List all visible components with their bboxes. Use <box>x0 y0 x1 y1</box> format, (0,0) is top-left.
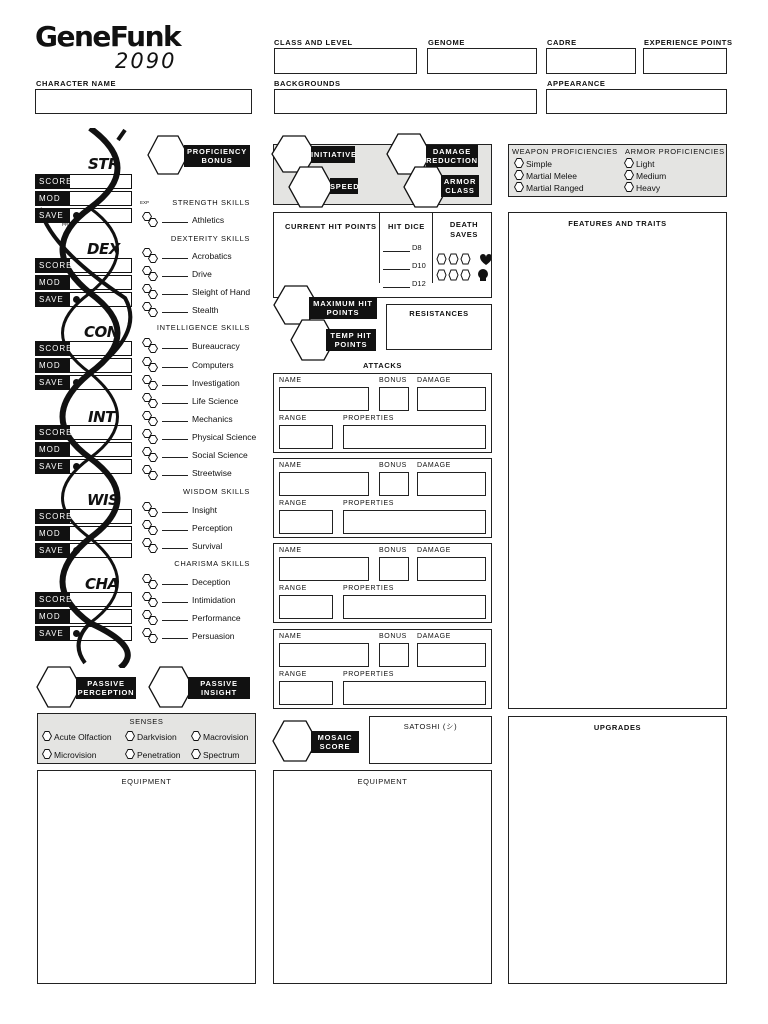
skill-row[interactable] <box>162 523 233 533</box>
skill-bonus-line[interactable] <box>162 294 188 295</box>
sense-label: Macrovision <box>203 732 249 742</box>
skill-name: Sleight of Hand <box>192 287 251 297</box>
skill-bonus-line[interactable] <box>162 548 188 549</box>
attack-bonus-field[interactable] <box>379 387 409 411</box>
skill-name: Intimidation <box>192 595 236 605</box>
skill-row[interactable] <box>162 613 241 623</box>
passive-perception-label: PASSIVE PERCEPTION <box>77 679 135 697</box>
hexagon-checkbox-icon[interactable] <box>514 182 523 191</box>
attack-properties-label: PROPERTIES <box>343 500 394 507</box>
attack-bonus-label: BONUS <box>379 547 407 554</box>
backgrounds-label: BACKGROUNDS <box>274 79 341 88</box>
stat-mod-tag: MOD <box>36 359 70 372</box>
skill-name: Stealth <box>192 305 219 315</box>
stat-save-field[interactable] <box>35 375 132 390</box>
armor-proficiency-option[interactable] <box>624 170 666 181</box>
skill-bonus-line[interactable] <box>162 312 188 313</box>
upgrades-label: UPGRADES <box>593 723 642 732</box>
hexagon-checkbox-icon[interactable] <box>624 182 633 191</box>
weapon-proficiency-option[interactable] <box>514 182 584 193</box>
skill-bonus-line[interactable] <box>162 385 188 386</box>
skill-name: Investigation <box>192 378 240 388</box>
attack-range-field[interactable] <box>279 510 333 534</box>
stat-mod-tag: MOD <box>36 192 70 205</box>
skill-bonus-line[interactable] <box>162 276 188 277</box>
skill-name: Insight <box>192 505 218 515</box>
skill-proficiency-hexagons[interactable] <box>142 212 162 228</box>
attack-bonus-field[interactable] <box>379 472 409 496</box>
backgrounds-field[interactable] <box>274 89 537 114</box>
attack-properties-field[interactable] <box>343 425 486 449</box>
stat-mod-field[interactable] <box>35 358 132 373</box>
sense-label: Microvision <box>54 750 97 760</box>
genome-field[interactable] <box>427 48 537 74</box>
hp-hexagons <box>272 284 352 364</box>
logo-title: GeneFunk <box>35 20 181 53</box>
hexagon-checkbox-icon[interactable] <box>191 749 200 758</box>
cadre-field[interactable] <box>546 48 636 74</box>
skill-proficiency-hexagons[interactable] <box>142 574 162 590</box>
attack-damage-field[interactable] <box>417 387 486 411</box>
skill-bonus-line[interactable] <box>162 439 188 440</box>
prof-tag: PROF <box>62 222 75 227</box>
stat-mod-field[interactable] <box>35 275 132 290</box>
current-hp-label: CURRENT HIT POINTS <box>285 222 377 231</box>
skill-name: Physical Science <box>192 432 257 442</box>
skill-row[interactable] <box>162 341 240 351</box>
skill-proficiency-hexagons[interactable] <box>142 357 162 373</box>
skill-row[interactable] <box>162 360 234 370</box>
skill-bonus-line[interactable] <box>162 421 188 422</box>
resistances-label: RESISTANCES <box>409 309 469 318</box>
skill-proficiency-hexagons[interactable] <box>142 429 162 445</box>
armor-proficiency-option[interactable] <box>624 182 660 193</box>
armor-proficiency-label: Medium <box>636 171 667 181</box>
attack-range-field[interactable] <box>279 425 333 449</box>
skill-name: Deception <box>192 577 231 587</box>
sense-option[interactable] <box>125 749 180 760</box>
maximum-hp-label: MAXIMUM HIT POINTS <box>309 297 377 319</box>
stat-mod-tag: MOD <box>36 527 70 540</box>
skill-name: Persuasion <box>192 631 235 641</box>
wisdom-skills-title: WISDOM SKILLS <box>183 487 250 496</box>
armor-proficiencies-title: ARMOR PROFICIENCIES <box>625 147 725 156</box>
attack-properties-label: PROPERTIES <box>343 415 394 422</box>
attack-range-field[interactable] <box>279 595 333 619</box>
skill-name: Computers <box>192 360 234 370</box>
armor-proficiency-label: Heavy <box>636 183 661 193</box>
armor-proficiency-label: Light <box>636 159 655 169</box>
stat-score-tag: SCORE <box>36 259 70 272</box>
death-save-markers[interactable] <box>436 253 491 283</box>
hexagon-checkbox-icon[interactable] <box>125 749 134 758</box>
skill-row[interactable] <box>162 468 232 478</box>
skill-row[interactable] <box>162 287 250 297</box>
skill-proficiency-hexagons[interactable] <box>142 502 162 518</box>
sense-label: Acute Olfaction <box>54 732 112 742</box>
class-level-field[interactable] <box>274 48 417 74</box>
stat-mod-tag: MOD <box>36 610 70 623</box>
skill-name: Perception <box>192 523 233 533</box>
hit-dice-label: HIT DICE <box>388 222 425 231</box>
attack-damage-label: DAMAGE <box>417 547 451 554</box>
stat-score-field[interactable] <box>35 592 132 607</box>
stat-mod-field[interactable] <box>35 191 132 206</box>
hexagon-checkbox-icon[interactable] <box>42 731 51 740</box>
sense-option[interactable] <box>42 749 97 760</box>
stat-save-field[interactable] <box>35 208 132 223</box>
appearance-label: APPEARANCE <box>547 79 606 88</box>
speed-label: SPEED <box>330 178 358 194</box>
skill-row[interactable] <box>162 577 230 587</box>
logo-year: 2090 <box>115 49 177 73</box>
skill-row[interactable] <box>162 631 235 641</box>
weapon-proficiency-label: Simple <box>526 159 552 169</box>
exp-tag: EXP <box>140 200 150 205</box>
attack-bonus-field[interactable] <box>379 557 409 581</box>
equipment-box-left[interactable] <box>37 770 256 984</box>
skill-row[interactable] <box>162 378 240 388</box>
senses-title: SENSES <box>129 717 164 726</box>
attack-range-field[interactable] <box>279 681 333 705</box>
attack-properties-field[interactable] <box>343 681 486 705</box>
stat-save-tag: SAVE <box>36 460 70 473</box>
character-name-label: CHARACTER NAME <box>36 79 117 88</box>
stat-score-tag: SCORE <box>36 510 70 523</box>
skill-row[interactable] <box>162 595 235 605</box>
sense-label: Darkvision <box>137 732 177 742</box>
experience-field[interactable] <box>643 48 727 74</box>
skill-bonus-line[interactable] <box>162 620 188 621</box>
attack-damage-field[interactable] <box>417 472 486 496</box>
passive-insight-label: PASSIVE INSIGHT <box>188 677 250 699</box>
skill-bonus-line[interactable] <box>162 367 188 368</box>
stat-score-field[interactable] <box>35 258 132 273</box>
stat-mod-field[interactable] <box>35 609 132 624</box>
hexagon-checkbox-icon[interactable] <box>125 731 134 740</box>
skill-name: Streetwise <box>192 468 232 478</box>
skill-bonus-line[interactable] <box>162 584 188 585</box>
stat-save-field[interactable] <box>35 292 132 307</box>
attack-damage-label: DAMAGE <box>417 462 451 469</box>
skill-name: Drive <box>192 269 212 279</box>
hexagon-checkbox-icon[interactable] <box>191 731 200 740</box>
equipment-label-left: EQUIPMENT <box>121 777 172 786</box>
attack-bonus-label: BONUS <box>379 462 407 469</box>
skill-proficiency-hexagons[interactable] <box>142 393 162 409</box>
attack-name-field[interactable] <box>279 643 369 667</box>
attacks-title: ATTACKS <box>363 361 402 370</box>
skill-row[interactable] <box>162 505 217 515</box>
hexagon-checkbox-icon[interactable] <box>624 170 633 179</box>
stat-save-tag: SAVE <box>36 209 70 222</box>
stat-mod-tag: MOD <box>36 276 70 289</box>
sense-option[interactable] <box>125 731 177 742</box>
combat-hexagons <box>270 132 500 212</box>
skill-name: Bureaucracy <box>192 341 240 351</box>
stat-mod-tag: MOD <box>36 443 70 456</box>
skill-bonus-line[interactable] <box>162 512 188 513</box>
attack-range-label: RANGE <box>279 415 307 422</box>
weapon-proficiency-option[interactable] <box>514 170 577 181</box>
attack-damage-field[interactable] <box>417 557 486 581</box>
skill-bonus-line[interactable] <box>162 258 188 259</box>
weapon-proficiency-option[interactable] <box>514 158 552 169</box>
stat-mod-field[interactable] <box>35 526 132 541</box>
attack-range-label: RANGE <box>279 671 307 678</box>
skill-proficiency-hexagons[interactable] <box>142 628 162 644</box>
skill-bonus-line[interactable] <box>162 530 188 531</box>
death-saves-label: DEATH SAVES <box>449 220 479 239</box>
hexagon-checkbox-icon[interactable] <box>514 158 523 167</box>
hit-dice-line[interactable] <box>383 287 410 288</box>
attack-name-label: NAME <box>279 633 302 640</box>
save-proficiency-dot[interactable] <box>73 212 80 219</box>
skill-bonus-line[interactable] <box>162 222 188 223</box>
stat-save-field[interactable] <box>35 626 132 641</box>
stat-name-dex: DEX <box>87 240 120 258</box>
skill-proficiency-hexagons[interactable] <box>142 375 162 391</box>
equipment-label-right: EQUIPMENT <box>357 777 408 786</box>
stat-save-tag: SAVE <box>36 627 70 640</box>
stat-score-field[interactable] <box>35 509 132 524</box>
hit-dice-line[interactable] <box>383 269 410 270</box>
skill-name: Athletics <box>192 215 225 225</box>
stat-score-field[interactable] <box>35 341 132 356</box>
skill-name: Survival <box>192 541 223 551</box>
skill-row[interactable] <box>162 541 222 551</box>
appearance-field[interactable] <box>546 89 727 114</box>
skill-bonus-line[interactable] <box>162 638 188 639</box>
stat-score-field[interactable] <box>35 425 132 440</box>
save-proficiency-dot[interactable] <box>73 463 80 470</box>
mosaic-score-label: MOSAIC SCORE <box>311 731 359 753</box>
save-proficiency-dot[interactable] <box>73 379 80 386</box>
damage-reduction-label: DAMAGE REDUCTION <box>426 147 478 165</box>
satoshi-label: SATOSHI (シ) <box>403 722 458 731</box>
proficiency-bonus-hexagon[interactable] <box>147 135 189 175</box>
hp-divider <box>432 213 433 283</box>
stat-save-tag: SAVE <box>36 544 70 557</box>
upgrades-box[interactable] <box>508 716 727 984</box>
skill-row[interactable] <box>162 215 224 225</box>
attack-properties-field[interactable] <box>343 510 486 534</box>
proficiency-bonus-label: PROFICIENCY BONUS <box>184 145 250 167</box>
skill-bonus-line[interactable] <box>162 602 188 603</box>
save-proficiency-dot[interactable] <box>73 296 80 303</box>
attack-name-label: NAME <box>279 547 302 554</box>
hit-die-type: D10 <box>412 261 426 270</box>
skill-bonus-line[interactable] <box>162 457 188 458</box>
logo <box>35 20 185 76</box>
skill-bonus-line[interactable] <box>162 403 188 404</box>
sense-option[interactable] <box>191 749 239 760</box>
attack-properties-field[interactable] <box>343 595 486 619</box>
weapon-proficiencies-title: WEAPON PROFICIENCIES <box>512 147 618 156</box>
armor-proficiency-option[interactable] <box>624 158 654 169</box>
initiative-label: INITIATIVE <box>311 146 355 163</box>
skill-proficiency-hexagons[interactable] <box>142 592 162 608</box>
skill-row[interactable] <box>162 396 238 406</box>
attack-name-label: NAME <box>279 377 302 384</box>
hp-divider <box>379 213 380 283</box>
attack-name-field[interactable] <box>279 472 369 496</box>
hit-die-type: D12 <box>412 279 426 288</box>
dexterity-skills-title: DEXTERITY SKILLS <box>170 234 250 243</box>
attack-properties-label: PROPERTIES <box>343 585 394 592</box>
skill-row[interactable] <box>162 305 218 315</box>
genome-label: GENOME <box>428 38 465 47</box>
hit-die-type: D8 <box>412 243 422 252</box>
stat-save-tag: SAVE <box>36 293 70 306</box>
intelligence-skills-title: INTELLIGENCE SKILLS <box>156 323 250 332</box>
attack-bonus-field[interactable] <box>379 643 409 667</box>
features-traits-label: FEATURES AND TRAITS <box>568 219 667 228</box>
stat-score-tag: SCORE <box>36 426 70 439</box>
attack-bonus-label: BONUS <box>379 377 407 384</box>
skill-proficiency-hexagons[interactable] <box>142 302 162 318</box>
skill-row[interactable] <box>162 269 212 279</box>
stat-save-field[interactable] <box>35 543 132 558</box>
equipment-box-right[interactable] <box>273 770 492 984</box>
attack-name-field[interactable] <box>279 557 369 581</box>
attack-name-label: NAME <box>279 462 302 469</box>
hexagon-checkbox-icon[interactable] <box>42 749 51 758</box>
strength-skills-title: STRENGTH SKILLS <box>172 198 250 207</box>
weapon-proficiency-label: Martial Ranged <box>526 183 584 193</box>
features-traits-box[interactable] <box>508 212 727 709</box>
skill-bonus-line[interactable] <box>162 475 188 476</box>
skill-proficiency-hexagons[interactable] <box>142 447 162 463</box>
skill-proficiency-hexagons[interactable] <box>142 465 162 481</box>
armor-class-label: ARMOR CLASS <box>441 175 479 197</box>
class-level-label: CLASS AND LEVEL <box>274 38 353 47</box>
skill-name: Life Science <box>192 396 239 406</box>
skill-row[interactable] <box>162 450 248 460</box>
hit-dice-line[interactable] <box>383 251 410 252</box>
initiative-field[interactable] <box>300 146 312 164</box>
stat-name-con: CON <box>84 323 119 341</box>
skill-proficiency-hexagons[interactable] <box>142 284 162 300</box>
attack-properties-label: PROPERTIES <box>343 671 394 678</box>
charisma-skills-title: CHARISMA SKILLS <box>174 559 250 568</box>
save-proficiency-dot[interactable] <box>73 630 80 637</box>
skill-proficiency-hexagons[interactable] <box>142 520 162 536</box>
skill-row[interactable] <box>162 432 256 442</box>
skill-proficiency-hexagons[interactable] <box>142 266 162 282</box>
hexagon-checkbox-icon[interactable] <box>514 170 523 179</box>
attack-name-field[interactable] <box>279 387 369 411</box>
stat-score-tag: SCORE <box>36 593 70 606</box>
attack-bonus-label: BONUS <box>379 633 407 640</box>
skill-proficiency-hexagons[interactable] <box>142 338 162 354</box>
stat-mod-field[interactable] <box>35 442 132 457</box>
stat-score-field[interactable] <box>35 174 132 189</box>
attack-damage-label: DAMAGE <box>417 633 451 640</box>
sense-label: Spectrum <box>203 750 240 760</box>
hexagon-checkbox-icon[interactable] <box>624 158 633 167</box>
cadre-label: CADRE <box>547 38 577 47</box>
sense-label: Penetration <box>137 750 181 760</box>
skill-row[interactable] <box>162 251 232 261</box>
skill-name: Social Science <box>192 450 248 460</box>
skill-bonus-line[interactable] <box>162 348 188 349</box>
skill-name: Acrobatics <box>192 251 232 261</box>
attack-damage-field[interactable] <box>417 643 486 667</box>
stat-save-field[interactable] <box>35 459 132 474</box>
stat-score-tag: SCORE <box>36 175 70 188</box>
weapon-proficiency-label: Martial Melee <box>526 171 578 181</box>
skill-row[interactable] <box>162 414 233 424</box>
stat-name-cha: CHA <box>85 575 119 593</box>
temp-hp-label: TEMP HIT POINTS <box>326 329 376 351</box>
attack-range-label: RANGE <box>279 585 307 592</box>
sense-option[interactable] <box>191 731 248 742</box>
save-proficiency-dot[interactable] <box>73 547 80 554</box>
skill-proficiency-hexagons[interactable] <box>142 411 162 427</box>
skill-proficiency-hexagons[interactable] <box>142 538 162 554</box>
stat-name-int: INT <box>88 408 115 426</box>
experience-label: EXPERIENCE POINTS <box>644 38 733 47</box>
stat-name-str: STR <box>88 155 120 173</box>
stat-score-tag: SCORE <box>36 342 70 355</box>
attack-damage-label: DAMAGE <box>417 377 451 384</box>
sense-option[interactable] <box>42 731 112 742</box>
skill-proficiency-hexagons[interactable] <box>142 248 162 264</box>
character-name-field[interactable] <box>35 89 252 114</box>
skill-name: Mechanics <box>192 414 233 424</box>
stat-name-wis: WIS <box>87 491 119 509</box>
stat-save-tag: SAVE <box>36 376 70 389</box>
skill-name: Performance <box>192 613 241 623</box>
skill-proficiency-hexagons[interactable] <box>142 610 162 626</box>
attack-range-label: RANGE <box>279 500 307 507</box>
speed-field[interactable] <box>304 178 316 196</box>
